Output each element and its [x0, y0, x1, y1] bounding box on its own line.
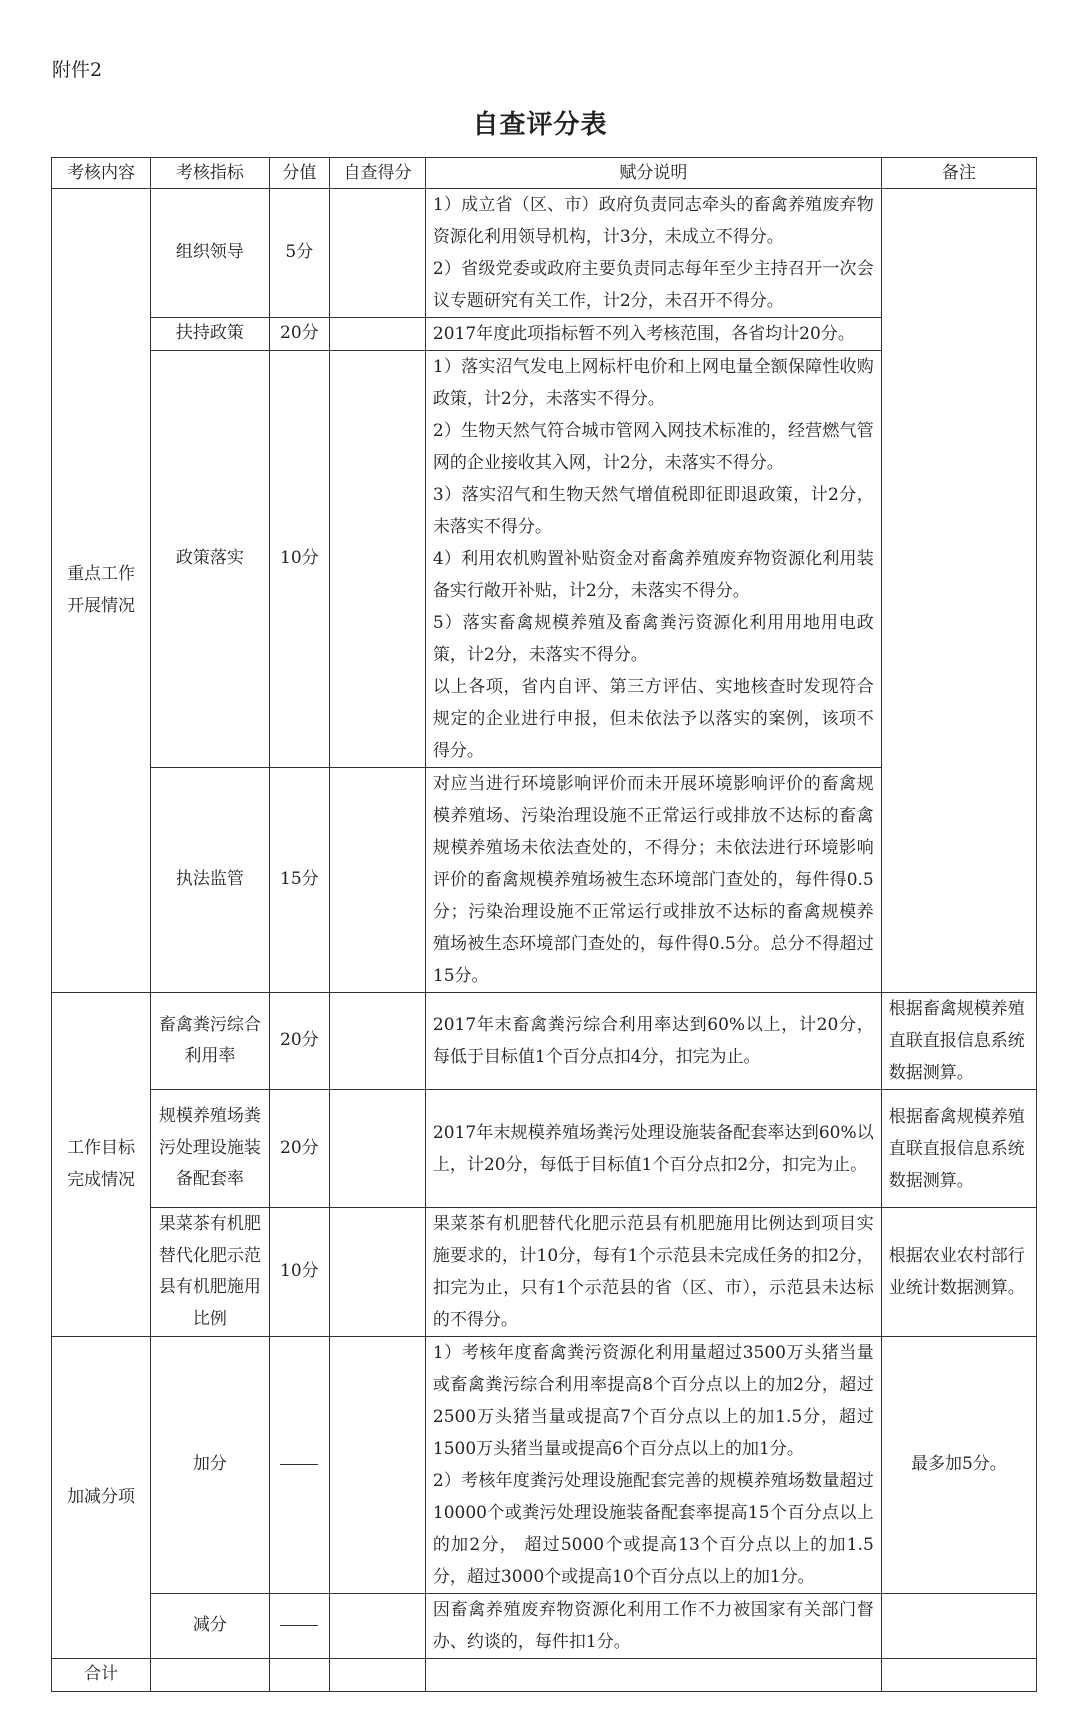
- description-cell: [425, 1090, 881, 1208]
- remark-cell: 根据农业农村部行业统计数据测算。: [881, 1208, 1036, 1337]
- table-row: [52, 1208, 1037, 1337]
- desc-line: 1）成立省（区、市）政府负责同志牵头的畜禽养殖废弃物资源化利用领导机构，计3分，未成立不得分。: [432, 195, 874, 247]
- desc-line: 因畜禽养殖废弃物资源化利用工作不力被国家有关部门督办、约谈的，每件扣1分。: [432, 1600, 874, 1652]
- col-header-indicator: 考核指标: [151, 158, 270, 189]
- self-assessment-table: [51, 157, 1037, 1692]
- col-header-score: 分值: [269, 158, 329, 189]
- page-title: 自查评分表: [472, 110, 608, 140]
- indicator-cell: 加分: [151, 1337, 270, 1594]
- self-score-cell[interactable]: [330, 318, 426, 351]
- section-bonus: 加减分项: [52, 1337, 151, 1659]
- col-header-description: 赋分说明: [425, 158, 881, 189]
- self-score-cell[interactable]: [330, 1090, 426, 1208]
- desc-line: 以上各项，省内自评、第三方评估、实地核查时发现符合规定的企业进行申报，但未依法予以落实的案例，该项不得分。: [432, 677, 874, 761]
- desc-line: 对应当进行环境影响评价而未开展环境影响评价的畜禽规模养殖场、污染治理设施不正常运行或排放不达标的畜禽规模养殖场未依法查处的，不得分；未依法进行环境影响评价的畜禽规模养殖场被生态环境部门查处的，每件得0.5分；污染治理设施不正常运行或排放不达标的畜禽规模养殖场被生态环境部门查处的，每件得0.5分。总分不得超过15分。: [432, 774, 874, 986]
- dash-mark: [280, 1625, 318, 1626]
- score-cell: 20分: [269, 993, 329, 1090]
- desc-line: 5）落实畜禽规模养殖及畜禽粪污资源化利用用地用电政策，计2分，未落实不得分。: [432, 613, 874, 665]
- score-cell: 15分: [269, 768, 329, 993]
- score-cell: 10分: [269, 351, 329, 768]
- self-score-cell[interactable]: [330, 351, 426, 768]
- total-score-cell: [269, 1659, 329, 1692]
- desc-line: 1）考核年度畜禽粪污资源化利用量超过3500万头猪当量或畜禽粪污综合利用率提高8个百分点以上的加2分，超过2500万头猪当量或提高7个百分点以上的加1.5分，超过1500万头猪当量或提高6个百分点以上的加1分。: [432, 1343, 874, 1459]
- desc-line: 1）落实沼气发电上网标杆电价和上网电量全额保障性收购政策，计2分，未落实不得分。: [432, 357, 874, 409]
- description-cell: [425, 768, 881, 993]
- total-row: [52, 1659, 1037, 1692]
- indicator-cell: 扶持政策: [151, 318, 270, 351]
- self-score-cell[interactable]: [330, 768, 426, 993]
- score-cell: 20分: [269, 1090, 329, 1208]
- self-score-cell[interactable]: [330, 993, 426, 1090]
- desc-line: 2）生物天然气符合城市管网入网技术标准的，经营燃气管网的企业接收其入网，计2分，未落实不得分。: [432, 421, 874, 473]
- indicator-cell: 畜禽粪污综合利用率: [151, 993, 270, 1090]
- score-cell: [269, 1594, 329, 1659]
- description-cell: [425, 318, 881, 351]
- remark-cell[interactable]: [881, 1594, 1036, 1659]
- self-score-cell[interactable]: [330, 189, 426, 318]
- table-row: [52, 1337, 1037, 1594]
- desc-line: 2017年度此项指标暂不列入考核范围，各省均计20分。: [432, 324, 855, 344]
- self-score-cell[interactable]: [330, 1337, 426, 1594]
- desc-line: 4）利用农机购置补贴资金对畜禽养殖废弃物资源化利用装备实行敞开补贴，计2分，未落实不得分。: [432, 549, 874, 601]
- remark-cell[interactable]: [881, 189, 1036, 993]
- section-target: 工作目标完成情况: [52, 993, 151, 1337]
- remark-cell: 根据畜禽规模养殖直联直报信息系统数据测算。: [881, 1090, 1036, 1208]
- dash-mark: [280, 1464, 318, 1465]
- indicator-cell: 执法监管: [151, 768, 270, 993]
- description-cell: [425, 1208, 881, 1337]
- score-cell: [269, 1337, 329, 1594]
- attachment-label: 附件2: [52, 59, 103, 81]
- total-remark-cell: [881, 1659, 1036, 1692]
- description-cell: [425, 993, 881, 1090]
- remark-cell: 最多加5分。: [881, 1337, 1036, 1594]
- table-row: [52, 1090, 1037, 1208]
- description-cell: [425, 351, 881, 768]
- indicator-cell: 组织领导: [151, 189, 270, 318]
- desc-line: 2）省级党委或政府主要负责同志每年至少主持召开一次会议专题研究有关工作，计2分，未召开不得分。: [432, 259, 874, 311]
- score-cell: 10分: [269, 1208, 329, 1337]
- self-score-cell[interactable]: [330, 1594, 426, 1659]
- col-header-self-score: 自查得分: [330, 158, 426, 189]
- indicator-cell: 政策落实: [151, 351, 270, 768]
- remark-cell: 根据畜禽规模养殖直联直报信息系统数据测算。: [881, 993, 1036, 1090]
- table-row: [52, 189, 1037, 318]
- table-header-row: [52, 158, 1037, 189]
- description-cell: [425, 1337, 881, 1594]
- col-header-content: 考核内容: [52, 158, 151, 189]
- col-header-remark: 备注: [881, 158, 1036, 189]
- total-description-cell: [425, 1659, 881, 1692]
- indicator-cell: 果菜茶有机肥替代化肥示范县有机肥施用比例: [151, 1208, 270, 1337]
- indicator-cell: 减分: [151, 1594, 270, 1659]
- desc-line: 2）考核年度粪污处理设施配套完善的规模养殖场数量超过10000个或粪污处理设施装备配套率提高15个百分点以上的加2分， 超过5000个或提高13个百分点以上的加1.5分，超过3000个或提高10个百分点以上的加1分。: [432, 1471, 874, 1587]
- self-score-cell[interactable]: [330, 1208, 426, 1337]
- desc-line: 2017年末规模养殖场粪污处理设施装备配套率达到60%以上，计20分，每低于目标值1个百分点扣2分，扣完为止。: [432, 1122, 874, 1175]
- description-cell: [425, 1594, 881, 1659]
- section-key-work: 重点工作开展情况: [52, 189, 151, 993]
- total-label: 合计: [52, 1659, 151, 1692]
- indicator-cell: 规模养殖场粪污处理设施装备配套率: [151, 1090, 270, 1208]
- desc-line: 2017年末畜禽粪污综合利用率达到60%以上，计20分，每低于目标值1个百分点扣4分，扣完为止。: [432, 1015, 874, 1067]
- desc-line: 3）落实沼气和生物天然气增值税即征即退政策，计2分，未落实不得分。: [432, 485, 874, 537]
- total-indicator-cell: [151, 1659, 270, 1692]
- table-row: [52, 1594, 1037, 1659]
- score-cell: 20分: [269, 318, 329, 351]
- score-cell: 5分: [269, 189, 329, 318]
- description-cell: [425, 189, 881, 318]
- total-self-score-cell[interactable]: [330, 1659, 426, 1692]
- desc-line: 果菜茶有机肥替代化肥示范县有机肥施用比例达到项目实施要求的，计10分，每有1个示范县未完成任务的扣2分，扣完为止，只有1个示范县的省（区、市），示范县未达标的不得分。: [432, 1214, 874, 1330]
- table-row: [52, 993, 1037, 1090]
